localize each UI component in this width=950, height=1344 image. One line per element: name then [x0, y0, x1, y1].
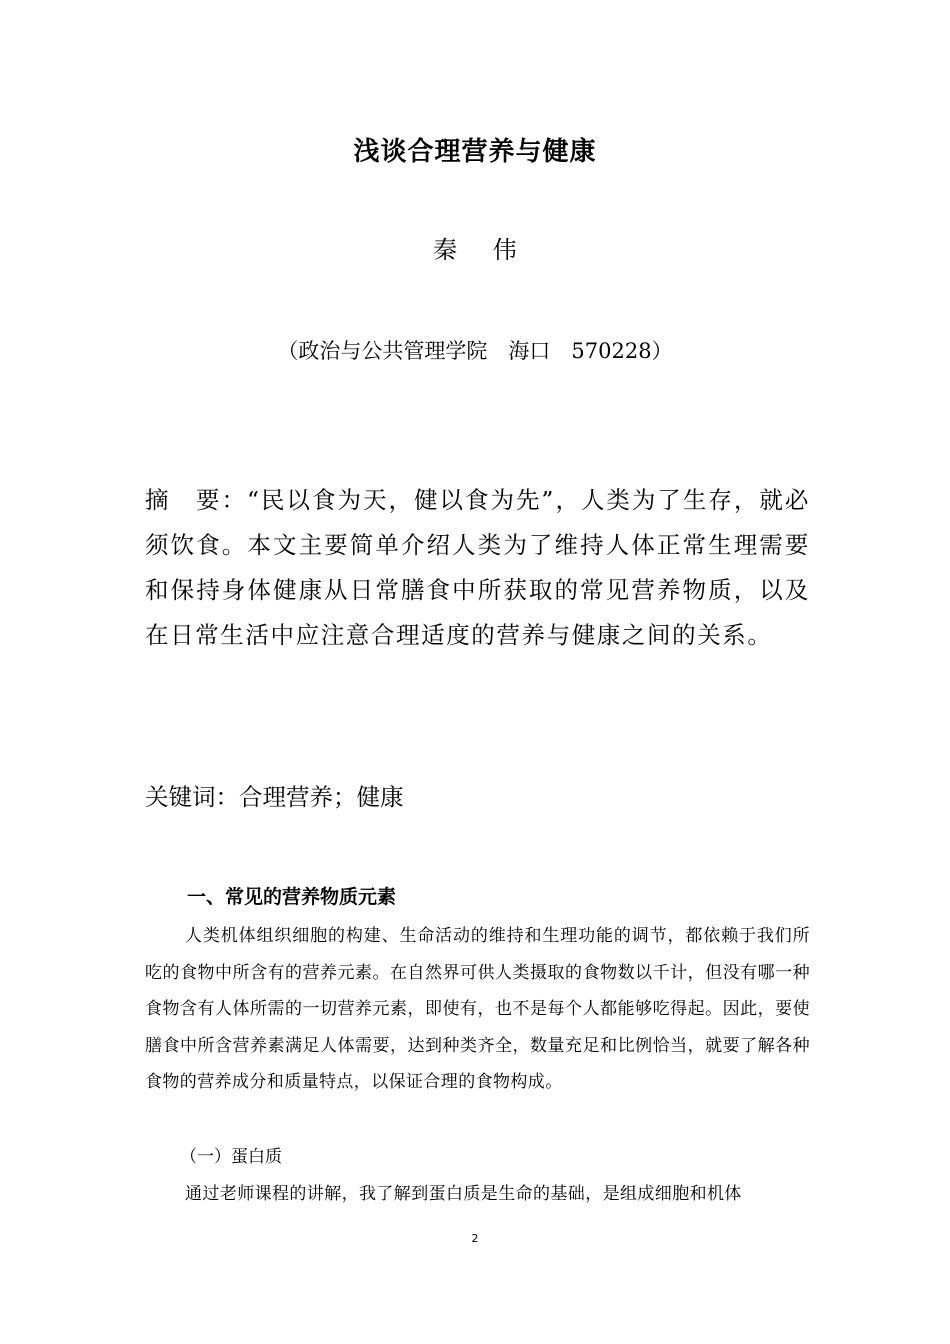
section-paragraph: 人类机体组织细胞的构建、生命活动的维持和生理功能的调节，都依赖于我们所吃的食物中所含有的营养元素。在自然界可供人类摄取的食物数以千计，但没有哪一种食物含有人体所需的一切营养元素，即使有，也不是每个人都能够吃得起。因此，要使膳食中所含营养素满足人体需要，达到种类齐全，数量充足和比例恰当，就要了解各种食物的营养成分和质量特点，以保证合理的食物构成。 — [145, 926, 810, 1092]
subsection-heading: （一）蛋白质 — [180, 1147, 282, 1167]
abstract-label: 摘 要： — [145, 486, 247, 514]
section-heading: 一、常见的营养物质元素 — [187, 886, 397, 908]
author-affiliation: （政治与公共管理学院 海口 570228） — [277, 339, 673, 363]
abstract-text: “民以食为天，健以食为先”，人类为了生存，就必须饮食。本文主要简单介绍人类为了维持人体正常生理需要和保持身体健康从日常膳食中所获取的常见营养物质，以及在日常生活中应注意合理适度的营养与健康之间的关系。 — [145, 486, 810, 649]
author-name: 秦 伟 — [433, 236, 531, 264]
keywords-line: 关键词：合理营养；健康 — [145, 783, 404, 811]
abstract-paragraph — [145, 478, 810, 658]
page-number: 2 — [471, 1232, 479, 1245]
subsection-paragraph: 通过老师课程的讲解，我了解到蛋白质是生命的基础，是组成细胞和机体 — [185, 1184, 742, 1204]
document-title: 浅谈合理营养与健康 — [353, 137, 597, 167]
